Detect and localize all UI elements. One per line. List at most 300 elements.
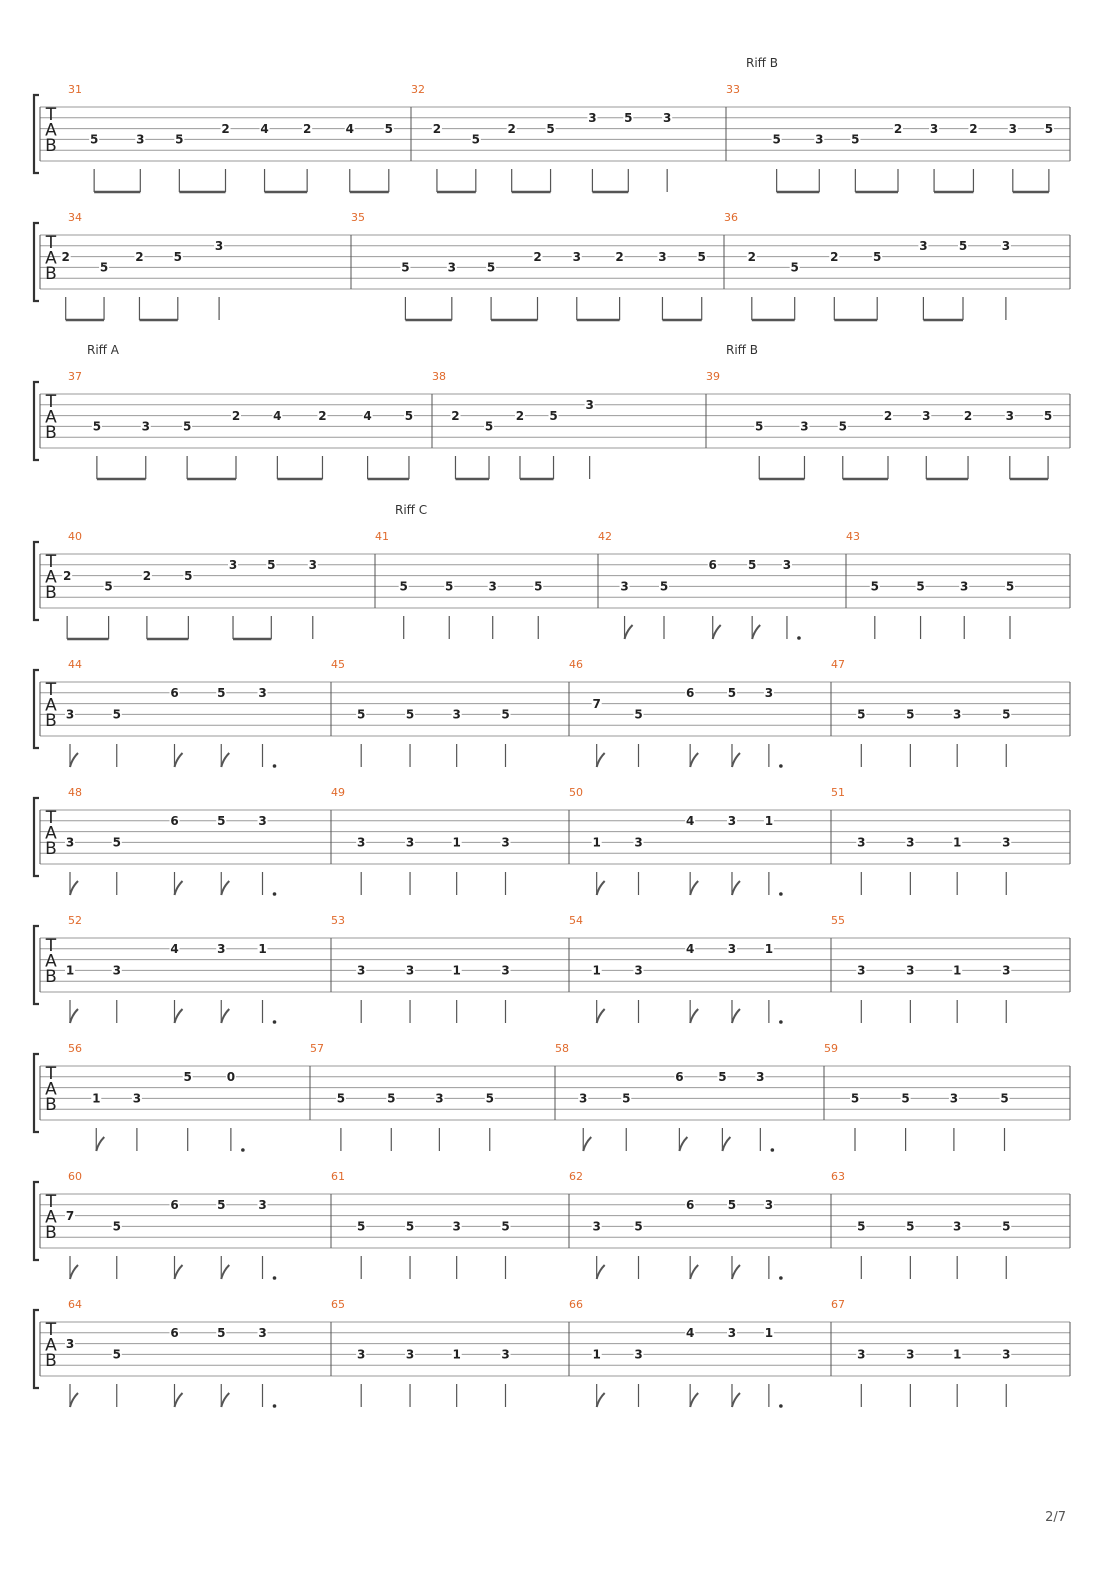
- tab-clef-letter: T: [45, 1191, 57, 1212]
- fret-number: 5: [112, 1347, 121, 1362]
- fret-number: 5: [387, 1091, 396, 1106]
- tab-note: [549, 409, 559, 479]
- fret-number: 3: [727, 942, 737, 957]
- fret-number: 6: [170, 1326, 179, 1341]
- fret-number: 5: [112, 835, 121, 850]
- fret-number: 5: [485, 1091, 494, 1106]
- fret-number: 1: [65, 963, 75, 978]
- tab-clef-letter: B: [45, 1094, 57, 1115]
- fret-number: 3: [579, 1091, 588, 1106]
- fret-number: 6: [675, 1070, 684, 1085]
- tab-note: [170, 1326, 180, 1407]
- fret-number: 2: [883, 408, 893, 423]
- fret-number: 5: [624, 111, 633, 126]
- tab-note: [727, 1198, 737, 1279]
- tab-note: [260, 122, 270, 192]
- tab-note: [258, 942, 268, 1023]
- tab-note: [272, 409, 282, 479]
- fret-number: 3: [727, 1326, 737, 1341]
- measure-number: 45: [331, 658, 345, 671]
- eighth-flag: [70, 881, 78, 895]
- fret-number: 5: [173, 249, 182, 264]
- fret-number: 3: [620, 579, 629, 594]
- fret-number: 2: [515, 408, 525, 423]
- measure: [65, 1170, 276, 1280]
- fret-number: 5: [1002, 1219, 1011, 1234]
- tab-note: [363, 409, 373, 479]
- tab-note: [856, 1348, 866, 1407]
- tab-note: [968, 122, 978, 192]
- tab-note: [471, 133, 481, 192]
- measure-number: 51: [831, 786, 845, 799]
- measure: [831, 1170, 1011, 1279]
- duration-dot: [779, 1276, 783, 1280]
- tab-note: [405, 836, 415, 895]
- tab-note: [61, 250, 71, 320]
- fret-number: 3: [906, 963, 915, 978]
- tab-note: [182, 420, 192, 479]
- tab-note: [659, 580, 669, 639]
- tab-note: [302, 122, 312, 192]
- measure: [331, 914, 511, 1023]
- tab-note: [901, 1092, 911, 1151]
- tab-note: [308, 558, 318, 639]
- tab-note: [856, 1220, 866, 1279]
- fret-number: 5: [697, 249, 706, 264]
- measure: [432, 370, 595, 479]
- measure-number: 33: [726, 83, 740, 96]
- tab-note: [501, 1348, 511, 1407]
- tab-note: [905, 964, 915, 1023]
- tab-note: [727, 814, 737, 895]
- measure-number: 34: [68, 211, 82, 224]
- fret-number: 5: [405, 1219, 415, 1234]
- eighth-flag: [175, 1265, 183, 1279]
- fret-number: 3: [949, 1091, 959, 1106]
- fret-number: 3: [258, 686, 267, 701]
- measure: [62, 530, 318, 639]
- fret-number: 3: [756, 1070, 765, 1085]
- fret-number: 3: [452, 1219, 461, 1234]
- fret-number: 5: [634, 1219, 643, 1234]
- fret-number: 3: [634, 1347, 643, 1362]
- eighth-flag: [96, 1137, 104, 1151]
- system-bracket: [34, 798, 39, 876]
- tab-note: [452, 708, 462, 767]
- fret-number: 2: [135, 249, 144, 264]
- measure-number: 52: [68, 914, 82, 927]
- measure-number: 47: [831, 658, 845, 671]
- tab-note: [856, 836, 866, 895]
- measure-number: 32: [411, 83, 425, 96]
- measure: [831, 1298, 1011, 1407]
- measure: [724, 211, 1011, 320]
- measure-number: 49: [331, 786, 345, 799]
- tab-note: [587, 111, 597, 192]
- fret-number: 5: [906, 707, 915, 722]
- tab-note: [1001, 836, 1011, 895]
- tab-note: [952, 836, 962, 895]
- fret-number: 1: [592, 963, 601, 978]
- fret-number: 5: [755, 419, 764, 434]
- fret-number: 5: [870, 579, 879, 594]
- tab-note: [959, 580, 969, 639]
- fret-number: 3: [501, 835, 510, 850]
- measure: [68, 1042, 245, 1152]
- tab-note: [174, 133, 184, 192]
- fret-number: 6: [708, 558, 717, 573]
- tab-note: [685, 1198, 695, 1279]
- tab-note: [405, 1348, 415, 1407]
- eighth-flag: [690, 1009, 698, 1023]
- measure-number: 42: [598, 530, 612, 543]
- system-bracket: [34, 1054, 39, 1132]
- tab-note: [216, 1326, 226, 1407]
- fret-number: 5: [357, 707, 366, 722]
- fret-number: 5: [217, 814, 226, 829]
- fret-number: 2: [747, 249, 756, 264]
- fret-number: 1: [452, 1347, 461, 1362]
- tab-system: [34, 56, 1070, 192]
- tab-system: [34, 343, 1070, 479]
- fret-number: 3: [258, 814, 267, 829]
- tab-note: [883, 409, 893, 479]
- tab-note: [952, 964, 962, 1023]
- fret-number: 3: [258, 1198, 267, 1213]
- tab-clef-letter: A: [45, 951, 57, 972]
- tab-note: [141, 420, 151, 479]
- fret-number: 5: [1044, 121, 1054, 136]
- tab-note: [170, 814, 180, 895]
- tab-note: [356, 836, 366, 895]
- fret-number: 5: [217, 1326, 226, 1341]
- page-number: 2/7: [1045, 1510, 1066, 1525]
- fret-number: 3: [357, 963, 366, 978]
- fret-number: 5: [1000, 1091, 1009, 1106]
- tab-note: [258, 1198, 268, 1279]
- tab-note: [405, 964, 415, 1023]
- fret-number: 2: [533, 249, 542, 264]
- eighth-flag: [690, 1393, 698, 1407]
- tab-note: [708, 558, 718, 639]
- tab-note: [434, 1092, 444, 1151]
- tab-note: [515, 409, 525, 479]
- fret-number: 1: [953, 1347, 962, 1362]
- tab-note: [893, 122, 903, 192]
- measure: [569, 914, 783, 1024]
- measure: [831, 786, 1011, 895]
- tab-note: [104, 580, 114, 639]
- tab-note: [916, 580, 926, 639]
- tab-note: [850, 133, 860, 192]
- fret-number: 7: [65, 1208, 75, 1223]
- tab-note: [356, 1348, 366, 1407]
- fret-number: 3: [228, 558, 238, 573]
- measure: [331, 786, 511, 895]
- tab-note: [99, 261, 109, 320]
- duration-dot: [779, 892, 783, 896]
- fret-number: 5: [718, 1070, 727, 1085]
- measure-number: 31: [68, 83, 82, 96]
- fret-number: 5: [89, 132, 99, 147]
- tab-note: [216, 942, 226, 1023]
- measure: [331, 1298, 511, 1407]
- fret-number: 3: [857, 835, 866, 850]
- tab-clef-letter: A: [45, 567, 57, 588]
- fret-number: 3: [405, 835, 415, 850]
- fret-number: 3: [132, 1091, 142, 1106]
- tab-note: [856, 708, 866, 767]
- fret-number: 4: [685, 942, 695, 957]
- eighth-flag: [175, 753, 183, 767]
- tab-note: [905, 1348, 915, 1407]
- tab-note: [1001, 1348, 1011, 1407]
- tab-note: [1005, 409, 1015, 479]
- fret-number: 5: [857, 1219, 866, 1234]
- eighth-flag: [625, 625, 633, 639]
- tab-note: [963, 409, 973, 479]
- tab-note: [405, 1220, 415, 1279]
- measure-number: 36: [724, 211, 738, 224]
- fret-number: 3: [919, 239, 928, 254]
- measure: [831, 658, 1011, 767]
- measure: [61, 211, 224, 320]
- tab-clef-letter: T: [45, 232, 57, 253]
- tab-clef-letter: A: [45, 1079, 57, 1100]
- fret-number: 2: [231, 408, 241, 423]
- eighth-flag: [597, 1393, 605, 1407]
- tab-note: [592, 697, 602, 767]
- fret-number: 5: [549, 408, 558, 423]
- riff-label: Riff B: [726, 343, 758, 357]
- fret-number: 2: [61, 249, 70, 264]
- tab-clef-letter: B: [45, 1350, 57, 1371]
- measure: [65, 1298, 276, 1408]
- fret-number: 5: [772, 132, 781, 147]
- tab-note: [615, 250, 625, 320]
- tab-note: [623, 111, 633, 192]
- fret-number: 3: [929, 121, 939, 136]
- tab-clef-letter: T: [45, 807, 57, 828]
- measure: [569, 1170, 783, 1280]
- duration-dot: [771, 1148, 775, 1152]
- fret-number: 3: [585, 398, 594, 413]
- fret-number: 1: [953, 835, 962, 850]
- tab-note: [486, 261, 496, 320]
- fret-number: 5: [445, 579, 454, 594]
- measure-number: 39: [706, 370, 720, 383]
- tab-note: [452, 964, 462, 1023]
- fret-number: 5: [384, 121, 393, 136]
- fret-number: 3: [65, 707, 75, 722]
- tab-note: [452, 836, 462, 895]
- tab-note: [183, 569, 193, 639]
- tab-note: [404, 409, 414, 479]
- fret-number: 3: [501, 1347, 510, 1362]
- tab-note: [399, 580, 409, 639]
- eighth-flag: [70, 753, 78, 767]
- tab-note: [952, 1348, 962, 1407]
- fret-number: 3: [141, 419, 150, 434]
- fret-number: 3: [357, 835, 366, 850]
- tab-note: [112, 1220, 122, 1279]
- measure: [331, 1170, 511, 1279]
- fret-number: 3: [1001, 239, 1011, 254]
- measure: [555, 1042, 774, 1152]
- tab-note: [258, 1326, 268, 1407]
- tab-note: [747, 250, 757, 320]
- fret-number: 3: [634, 963, 643, 978]
- tab-note: [386, 1092, 396, 1151]
- tab-note: [814, 133, 824, 192]
- fret-number: 5: [184, 568, 193, 583]
- tab-note: [585, 398, 595, 479]
- tab-note: [634, 964, 644, 1023]
- tab-note: [856, 964, 866, 1023]
- tab-system: [34, 211, 1070, 320]
- measure-number: 50: [569, 786, 583, 799]
- fret-number: 5: [405, 707, 415, 722]
- fret-number: 5: [534, 579, 543, 594]
- fret-number: 3: [906, 835, 915, 850]
- fret-number: 2: [615, 249, 624, 264]
- fret-number: 2: [451, 408, 460, 423]
- fret-number: 5: [357, 1219, 366, 1234]
- fret-number: 5: [484, 419, 494, 434]
- tab-note: [432, 122, 442, 192]
- tab-note: [905, 836, 915, 895]
- tab-note: [764, 1198, 774, 1279]
- fret-number: 1: [764, 814, 774, 829]
- duration-dot: [273, 1404, 277, 1408]
- fret-number: 3: [922, 408, 931, 423]
- eighth-flag: [221, 1393, 229, 1407]
- tab-note: [226, 1070, 236, 1151]
- tab-clef-letter: T: [45, 935, 57, 956]
- measure: [569, 786, 783, 896]
- fret-number: 5: [546, 121, 555, 136]
- tab-note: [484, 420, 494, 479]
- fret-number: 1: [953, 963, 962, 978]
- tab-note: [170, 686, 180, 767]
- eighth-flag: [732, 1265, 740, 1279]
- eighth-flag: [722, 1137, 730, 1151]
- fret-number: 2: [507, 121, 516, 136]
- fret-number: 4: [260, 121, 269, 136]
- measure-number: 53: [331, 914, 345, 927]
- tab-note: [231, 409, 241, 479]
- riff-label: Riff B: [746, 56, 778, 70]
- tab-note: [216, 814, 226, 895]
- fret-number: 4: [685, 814, 695, 829]
- tab-note: [685, 814, 695, 895]
- fret-number: 5: [92, 419, 102, 434]
- tab-note: [1001, 708, 1011, 767]
- tab-clef-letter: A: [45, 695, 57, 716]
- tab-note: [112, 964, 122, 1023]
- duration-dot: [273, 892, 277, 896]
- duration-dot: [273, 764, 277, 768]
- fret-number: 4: [363, 408, 372, 423]
- tab-clef-letter: B: [45, 422, 57, 443]
- fret-number: 6: [170, 814, 179, 829]
- tab-note: [1044, 122, 1054, 192]
- fret-number: 3: [906, 1347, 915, 1362]
- eighth-flag: [221, 1009, 229, 1023]
- fret-number: 3: [357, 1347, 366, 1362]
- fret-number: 5: [401, 260, 410, 275]
- tab-note: [405, 708, 415, 767]
- eighth-flag: [597, 1009, 605, 1023]
- fret-number: 5: [471, 132, 480, 147]
- tab-note: [634, 708, 644, 767]
- eighth-flag: [70, 1265, 78, 1279]
- measure-number: 64: [68, 1298, 82, 1311]
- tab-system: [34, 1042, 1070, 1152]
- eighth-flag: [732, 881, 740, 895]
- tab-note: [1000, 1092, 1010, 1151]
- tab-note: [1001, 1220, 1011, 1279]
- measure-number: 40: [68, 530, 82, 543]
- tab-note: [790, 261, 800, 320]
- fret-number: 5: [901, 1091, 910, 1106]
- fret-number: 3: [588, 111, 597, 126]
- tab-clef-letter: B: [45, 710, 57, 731]
- fret-number: 3: [136, 132, 145, 147]
- fret-number: 5: [958, 239, 968, 254]
- tab-note: [452, 1220, 462, 1279]
- fret-number: 3: [501, 963, 510, 978]
- fret-number: 3: [452, 707, 461, 722]
- tab-note: [1001, 239, 1011, 320]
- fret-number: 3: [658, 249, 667, 264]
- tab-note: [356, 1220, 366, 1279]
- fret-number: 5: [850, 1091, 860, 1106]
- tab-note: [829, 250, 839, 320]
- tab-note: [356, 708, 366, 767]
- eighth-flag: [175, 1009, 183, 1023]
- system-bracket: [34, 95, 39, 173]
- tab-note: [170, 942, 180, 1023]
- tab-note: [501, 708, 511, 767]
- tab-note: [170, 1198, 180, 1279]
- tab-note: [533, 250, 543, 320]
- tab-note: [65, 1337, 75, 1407]
- tab-note: [634, 1220, 644, 1279]
- tab-note: [485, 1092, 495, 1151]
- tab-note: [747, 558, 757, 639]
- tab-note: [216, 686, 226, 767]
- fret-number: 5: [99, 260, 109, 275]
- tab-clef-letter: T: [45, 551, 57, 572]
- tab-note: [905, 708, 915, 767]
- tab-note: [400, 261, 410, 320]
- fret-number: 5: [747, 558, 757, 573]
- tab-note: [533, 580, 543, 639]
- tab-note: [685, 686, 695, 767]
- tab-system: [34, 1170, 1070, 1280]
- tab-clef-letter: T: [45, 1063, 57, 1084]
- tab-note: [727, 942, 737, 1023]
- fret-number: 3: [447, 260, 456, 275]
- tab-system: [34, 658, 1070, 768]
- eighth-flag: [221, 881, 229, 895]
- tab-note: [356, 964, 366, 1023]
- tab-note: [929, 122, 939, 192]
- tab-note: [501, 964, 511, 1023]
- tab-note: [872, 250, 882, 320]
- eighth-flag: [713, 625, 721, 639]
